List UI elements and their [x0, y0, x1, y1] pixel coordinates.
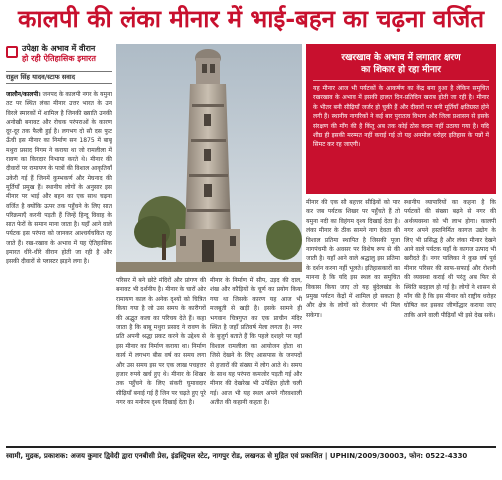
article-column-1: परिसर में बने छोटे मंदिरों और प्रांगण की बनावट भी दर्शनीय है। मीनार के चारों ओर रामायण काल के अनेक दृश्यों को चित्रित किया गया है जो उस समय के कारीगरों की अद्भुत कला का परिचय देते हैं। कहा जाता है कि बाबू मथुरा प्रसाद ने रावण के प्रति अपनी श्रद्धा प्रकट करने के उद्देश्य से इस मीनार का निर्माण कराया था। निर्माण कार्य में लगभग बीस वर्ष का समय लगा और उस समय इस पर एक लाख पचहत्तर हजार रुपये खर्च हुए थे। मीनार के शिखर तक पहुँचने के लिए संकरी घुमावदार सीढ़ियाँ बनाई गई हैं जिन पर चढ़ते हुए पूरे नगर का मनोरम दृश्य दिखाई देता है।	[116, 277, 206, 407]
info-box	[306, 44, 496, 194]
left-subhead	[6, 44, 112, 64]
bullet-icon	[6, 46, 18, 58]
headline: कालपी की लंका मीनार में भाई-बहन का चढ़ना वर्जित	[17, 4, 485, 33]
tower-photo	[116, 44, 302, 272]
subhead-line-2: हो रही ऐतिहासिक इमारत	[22, 54, 96, 63]
left-article-text	[6, 90, 112, 440]
left-body-text: जनपद के कालपी नगर के यमुना तट पर स्थित लंका मीनार उत्तर भारत के उन विरले स्मारकों में शामिल है जिनकी ख्याति उनकी अनोखी बनावट और रोचक परंपराओं के कारण दूर-दूर तक फैली हुई है। लगभग दो सौ दस फुट ऊँची इस मीनार का निर्माण सन 1875 में बाबू मथुरा प्रसाद निगम ने कराया था जो रामलीला में रावण का किरदार निभाया करते थे। मीनार की दीवारों पर रामायण के पात्रों की विशाल आकृतियाँ उकेरी गई हैं जिनमें कुम्भकर्ण और मेघनाद की मूर्तियाँ प्रमुख हैं। स्थानीय लोगों के अनुसार इस मीनार पर भाई और बहन का एक साथ चढ़ना वर्जित है क्योंकि ऊपर तक पहुँचने के लिए सात परिक्रमाएँ करनी पड़ती हैं जिन्हें हिन्दू विवाह के सात फेरों के समान माना जाता है। यहाँ आने वाले पर्यटक इस परंपरा को जानकर आश्चर्यचकित रह जाते हैं। रख-रखाव के अभाव में यह ऐतिहासिक इमारत धीरे-धीरे वीरान होती जा रही है और इसकी दीवारों से प्लास्टर झड़ने लगा है।	[6, 91, 112, 266]
info-box-title-line-1: रखरखाव के अभाव में लगातार क्षरण	[341, 53, 461, 63]
info-box-divider	[313, 80, 489, 81]
article-column-2: मीनार के निर्माण में सीप, उड़द की दाल, शंख और कौड़ियों के चूर्ण का प्रयोग किया गया था जिसके कारण यह आज भी मजबूती से खड़ी है। इसके सामने ही भगवान चित्रगुप्त का एक प्राचीन मंदिर स्थित है जहाँ प्रतिवर्ष मेला लगता है। नगर के बुजुर्ग बताते हैं कि पहले दशहरे पर यहाँ विशाल रामलीला का आयोजन होता था जिसे देखने के लिए आसपास के जनपदों से हजारों की संख्या में लोग आते थे। समय के साथ यह परंपरा कमजोर पड़ती गई और मीनार की देखरेख भी उपेक्षित होती चली गई। आज भी यह स्थल अपने गौरवशाली अतीत की कहानी कहता है।	[210, 277, 302, 407]
info-box-text: यह मीनार आज भी पर्यटकों के आकर्षण का केंद्र बना हुआ है लेकिन समुचित रखरखाव के अभाव में इसकी हालत दिन-प्रतिदिन खराब होती जा रही है। मीनार के भीतर बनी सीढ़ियाँ जर्जर हो चुकी हैं और दीवारों पर बनी मूर्तियाँ क्षतिग्रस्त होने लगी हैं। स्थानीय नागरिकों ने कई बार पुरातत्व विभाग और जिला प्रशासन से इसके संरक्षण की माँग की है किंतु अब तक कोई ठोस कदम नहीं उठाया गया है। यदि शीघ्र ही इसकी मरम्मत नहीं कराई गई तो यह अनमोल धरोहर इतिहास के पन्नों में सिमट कर रह जाएगी।	[313, 85, 489, 149]
subhead-line-1: उपेक्षा के अभाव में वीरान	[22, 44, 96, 53]
article-column-3: मीनार की एक सौ बहत्तर सीढ़ियों को पार कर जब पर्यटक शिखर पर पहुँचते हैं तो यमुना नदी का विहंगम दृश्य दिखाई देता है। लंका मीनार के ठीक सामने नाग देवता की विशाल प्रतिमा स्थापित है जिसकी पूजा नागपंचमी के अवसर पर विशेष रूप से की जाती है। यहाँ आने वाले श्रद्धालु इस प्रतिमा के दर्शन करना नहीं भूलते। इतिहासकारों का मानना है कि यदि इस स्थल का समुचित विकास किया जाए तो यह बुंदेलखंड के प्रमुख पर्यटन केंद्रों में शामिल हो सकता है और क्षेत्र के लोगों को रोजगार भी मिल सकेगा।	[306, 199, 400, 319]
byline: राहुल सिंह यादव/स्टाफ सवाद	[6, 71, 112, 84]
imprint-footer: स्वामी, मुद्रक, प्रकाशक: अजय कुमार द्विवेदी द्वारा एनबीसी प्रेस, इंडस्ट्रियल स्टेट, नागपुर रोड, लखनऊ से मुद्रित एवं प्रकाशित | UPHIN/2009/30003, फोन: 0522-4330	[6, 446, 496, 476]
info-box-title-line-2: का शिकार हो रहा मीनार	[361, 65, 441, 75]
dateline: जालौन/कालपी।	[6, 91, 41, 98]
lanka-minar-illustration	[116, 44, 302, 272]
article-column-4: स्थानीय व्यापारियों का कहना है कि पर्यटकों की संख्या बढ़ने से नगर की अर्थव्यवस्था को भी लाभ होगा। कालपी नगर अपने हस्तनिर्मित कागज उद्योग के लिए भी प्रसिद्ध है और लंका मीनार देखने आने वाले पर्यटक यहाँ के कागज उत्पाद भी खरीदते हैं। नगर पालिका ने कुछ वर्ष पूर्व मीनार परिसर की साफ-सफाई और रोशनी की व्यवस्था कराई थी परंतु अब फिर से स्थिति बदहाल हो गई है। लोगों ने शासन से माँग की है कि इस मीनार को राष्ट्रीय धरोहर घोषित कर इसका जीर्णोद्धार कराया जाए ताकि आने वाली पीढ़ियाँ भी इसे देख सकें।	[404, 199, 496, 319]
info-box-title	[313, 52, 489, 76]
